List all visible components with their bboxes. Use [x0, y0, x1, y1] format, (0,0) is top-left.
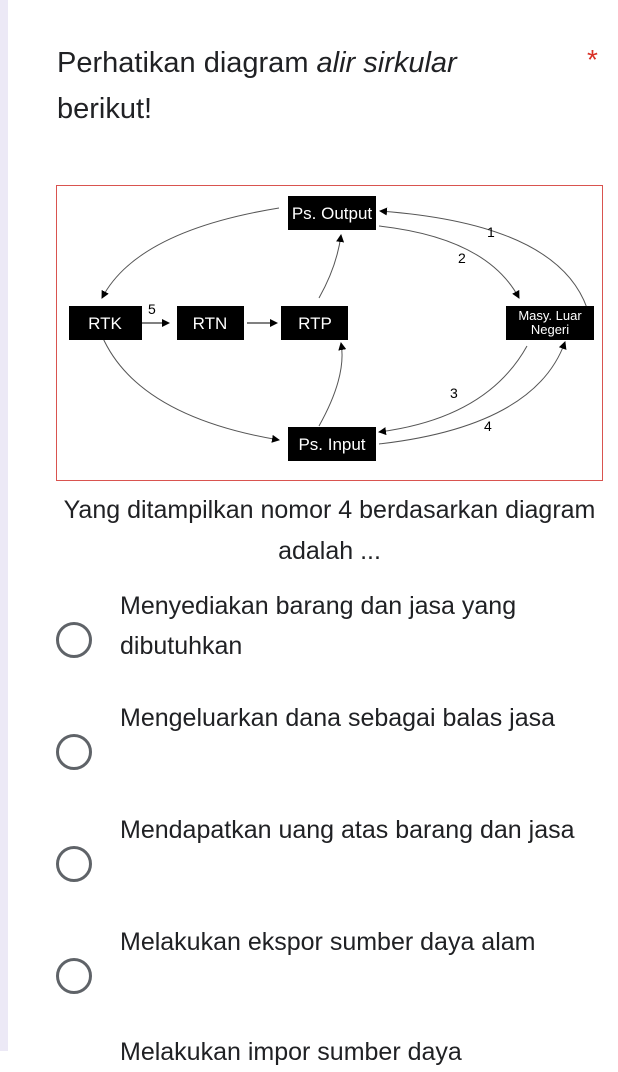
label-4: 4 — [484, 418, 492, 434]
label-2: 2 — [458, 250, 466, 266]
arrow-4 — [379, 342, 565, 444]
option-1[interactable] — [56, 592, 596, 692]
circular-flow-diagram — [56, 185, 603, 481]
radio-button-icon[interactable] — [56, 958, 92, 994]
label-5: 5 — [148, 301, 156, 317]
node-output: Ps. Output — [291, 204, 373, 223]
option-label[interactable]: Melakukan ekspor sumber daya alam — [120, 928, 536, 956]
node-rtp: RTP — [298, 314, 332, 333]
option-label[interactable]: Mengeluarkan dana sebagai balas jasa — [120, 704, 556, 732]
arrow-rtk-input — [102, 336, 279, 440]
label-1: 1 — [487, 224, 495, 240]
question-title: Perhatikan diagram alir sirkular berikut! — [57, 47, 457, 125]
arrow-input-rtp — [319, 343, 342, 426]
option-3[interactable] — [56, 816, 596, 916]
node-masy-line2: Negeri — [530, 322, 570, 337]
arrow-rtp-output — [319, 235, 341, 298]
required-mark: * — [587, 44, 598, 75]
left-rail — [0, 0, 8, 1051]
option-label[interactable]: Mendapatkan uang atas barang dan jasa — [120, 816, 575, 844]
label-3: 3 — [450, 385, 458, 401]
question-caption: Yang ditampilkan nomor 4 berdasarkan diagram adalah ... — [63, 496, 596, 565]
option-label[interactable]: Menyediakan barang dan jasa yang dibutuhkan — [120, 592, 517, 660]
radio-button-icon[interactable] — [56, 846, 92, 882]
arrow-2 — [379, 226, 519, 298]
node-masy-line1: Masy. Luar — [518, 308, 582, 323]
option-2[interactable] — [56, 704, 596, 804]
option-4[interactable] — [56, 928, 596, 1028]
node-rtn: RTN — [192, 314, 228, 333]
node-input: Ps. Input — [298, 435, 366, 454]
node-rtk: RTK — [88, 314, 122, 333]
arrow-output-rtk — [102, 208, 279, 298]
radio-button-icon[interactable] — [56, 622, 92, 658]
radio-button-icon[interactable] — [56, 734, 92, 770]
option-5-label-partial[interactable]: Melakukan impor sumber daya — [120, 1038, 462, 1066]
